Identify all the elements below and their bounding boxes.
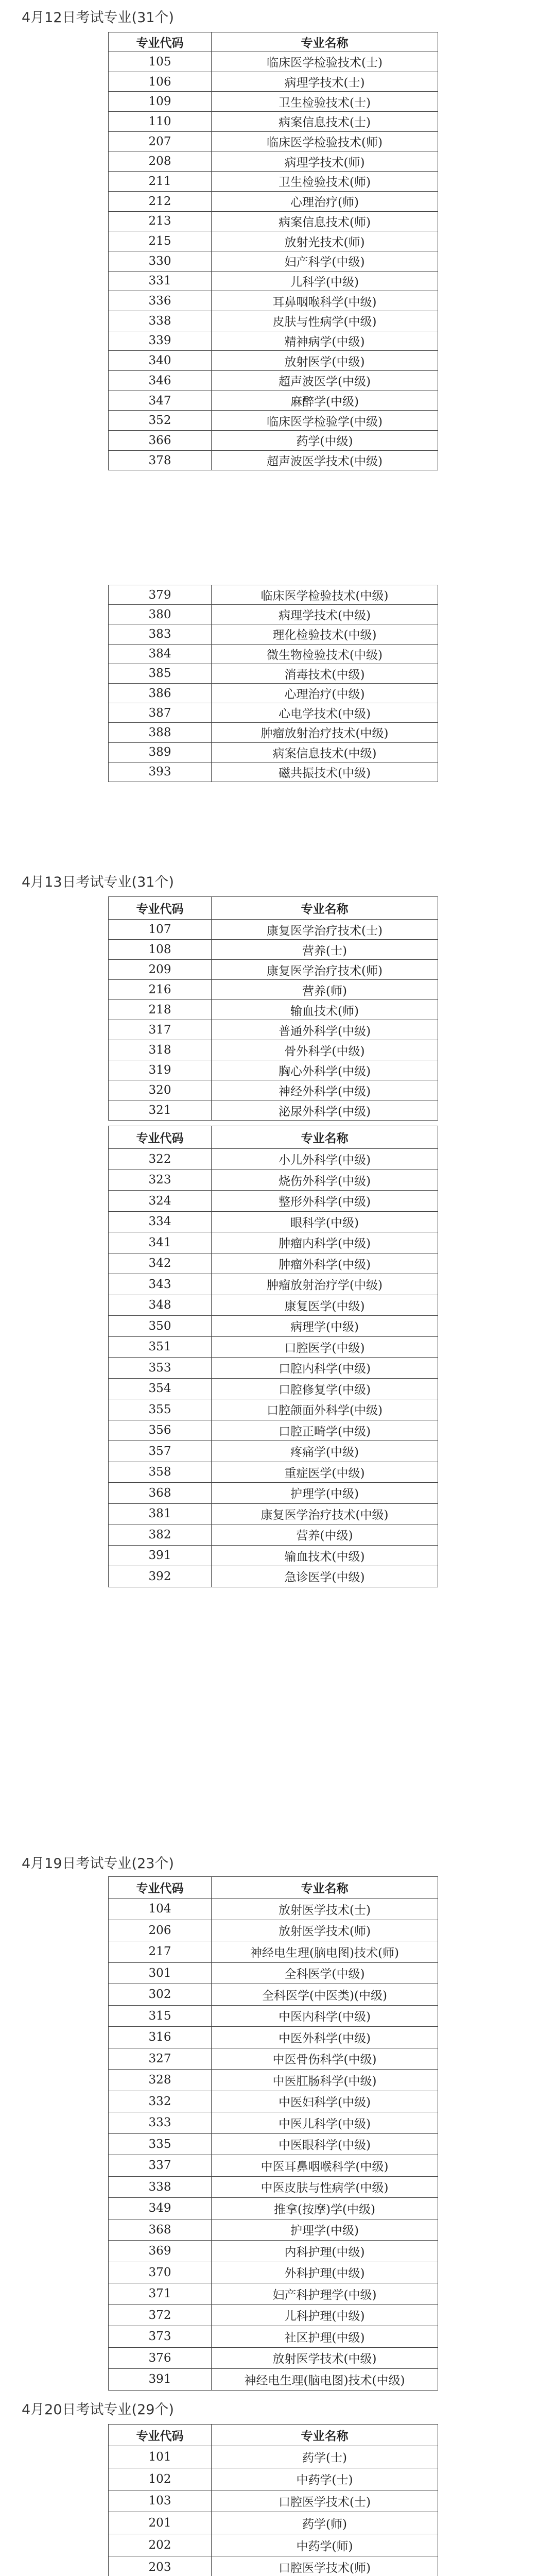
- major-name-cell: 推拿(按摩)学(中级): [212, 2198, 438, 2219]
- table-row: [109, 450, 438, 470]
- table-row: [109, 311, 438, 331]
- major-code-cell: 373: [109, 2326, 212, 2348]
- exam-table: [108, 585, 438, 782]
- table-row: [109, 1420, 438, 1441]
- major-code-cell: 346: [109, 371, 212, 391]
- table-row: [109, 52, 438, 72]
- table-row: [109, 411, 438, 431]
- table-row: [109, 940, 438, 960]
- table-row: [109, 2176, 438, 2198]
- table-row: [109, 431, 438, 451]
- major-name-cell: 神经电生理(脑电图)技术(中级): [212, 2369, 438, 2391]
- major-name-cell: 骨外科学(中级): [212, 1040, 438, 1060]
- major-code-cell: 321: [109, 1100, 212, 1121]
- major-name-cell: 临床医学检验技术(士): [212, 52, 438, 72]
- table-row: [109, 2133, 438, 2155]
- major-name-cell: 中医肛肠科学(中级): [212, 2070, 438, 2091]
- major-name-cell: 药学(士): [212, 2446, 438, 2468]
- major-name-cell: 普通外科学(中级): [212, 1020, 438, 1040]
- major-code-cell: 348: [109, 1295, 212, 1316]
- major-code-cell: 317: [109, 1020, 212, 1040]
- major-code-cell: 357: [109, 1441, 212, 1462]
- major-code-cell: 104: [109, 1899, 212, 1920]
- table-row: [109, 920, 438, 940]
- table-row: [109, 703, 438, 723]
- major-name-cell: 心理治疗(中级): [212, 683, 438, 703]
- major-name-cell: 中医外科学(中级): [212, 2027, 438, 2048]
- table-header-row: [109, 32, 438, 52]
- table-row: [109, 1274, 438, 1295]
- table-row: [109, 2241, 438, 2262]
- major-name-cell: 心电学技术(中级): [212, 703, 438, 723]
- table-row: [109, 1503, 438, 1524]
- major-name-cell: 理化检验技术(中级): [212, 624, 438, 644]
- major-name-cell: 口腔修复学(中级): [212, 1378, 438, 1399]
- exam-table: [108, 1126, 438, 1587]
- table-row: [109, 1253, 438, 1274]
- major-code-cell: 391: [109, 1545, 212, 1566]
- major-name-cell: 病理学技术(士): [212, 72, 438, 92]
- major-code-cell: 339: [109, 331, 212, 351]
- table-row: [109, 1984, 438, 2006]
- column-header-code: 专业代码: [109, 2425, 212, 2446]
- table-row: [109, 1149, 438, 1170]
- major-name-cell: 放射医学(中级): [212, 351, 438, 371]
- table-row: [109, 2468, 438, 2490]
- table-row: [109, 92, 438, 112]
- major-name-cell: 疼痛学(中级): [212, 1441, 438, 1462]
- major-code-cell: 334: [109, 1211, 212, 1232]
- major-code-cell: 349: [109, 2198, 212, 2219]
- major-name-cell: 中医内科学(中级): [212, 2005, 438, 2027]
- table-row: [109, 644, 438, 664]
- major-code-cell: 218: [109, 1000, 212, 1020]
- major-name-cell: 临床医学检验技术(师): [212, 131, 438, 151]
- major-code-cell: 319: [109, 1060, 212, 1080]
- major-code-cell: 381: [109, 1503, 212, 1524]
- major-name-cell: 精神病学(中级): [212, 331, 438, 351]
- table-row: [109, 231, 438, 251]
- table-row: [109, 2027, 438, 2048]
- table-row: [109, 2369, 438, 2391]
- major-code-cell: 368: [109, 1483, 212, 1504]
- major-code-cell: 323: [109, 1170, 212, 1191]
- table-row: [109, 351, 438, 371]
- table-row: [109, 1336, 438, 1358]
- table-row: [109, 112, 438, 132]
- table-row: [109, 1920, 438, 1941]
- major-code-cell: 353: [109, 1358, 212, 1379]
- major-code-cell: 372: [109, 2304, 212, 2326]
- major-name-cell: 中药学(士): [212, 2468, 438, 2490]
- major-code-cell: 355: [109, 1399, 212, 1420]
- table-row: [109, 172, 438, 192]
- major-code-cell: 106: [109, 72, 212, 92]
- major-name-cell: 放射医学技术(师): [212, 1920, 438, 1941]
- major-name-cell: 微生物检验技术(中级): [212, 644, 438, 664]
- table-row: [109, 2446, 438, 2468]
- major-name-cell: 口腔内科学(中级): [212, 1358, 438, 1379]
- table-row: [109, 1566, 438, 1587]
- major-code-cell: 347: [109, 391, 212, 411]
- major-code-cell: 371: [109, 2283, 212, 2305]
- table-row: [109, 1060, 438, 1080]
- table-row: [109, 1295, 438, 1316]
- major-name-cell: 病案信息技术(师): [212, 211, 438, 231]
- major-code-cell: 327: [109, 2048, 212, 2070]
- major-code-cell: 337: [109, 2155, 212, 2177]
- major-name-cell: 中医皮肤与性病学(中级): [212, 2176, 438, 2198]
- major-code-cell: 392: [109, 1566, 212, 1587]
- table-row: [109, 2091, 438, 2112]
- major-name-cell: 磁共振技术(中级): [212, 762, 438, 782]
- major-name-cell: 整形外科学(中级): [212, 1191, 438, 1212]
- table-row: [109, 762, 438, 782]
- major-code-cell: 102: [109, 2468, 212, 2490]
- column-header-name: 专业名称: [212, 1877, 438, 1899]
- major-name-cell: 儿科学(中级): [212, 271, 438, 291]
- section-title: 4月20日考试专业(29个): [22, 2402, 174, 2418]
- table-row: [109, 331, 438, 351]
- major-code-cell: 376: [109, 2347, 212, 2369]
- table-row: [109, 742, 438, 762]
- major-code-cell: 338: [109, 2176, 212, 2198]
- major-name-cell: 营养(中级): [212, 1524, 438, 1546]
- table-row: [109, 2112, 438, 2134]
- exam-table: [108, 2424, 438, 2576]
- major-name-cell: 康复医学治疗技术(师): [212, 960, 438, 980]
- major-name-cell: 营养(师): [212, 980, 438, 1000]
- table-row: [109, 2219, 438, 2241]
- major-name-cell: 肿瘤外科学(中级): [212, 1253, 438, 1274]
- major-name-cell: 康复医学治疗技术(士): [212, 920, 438, 940]
- table-row: [109, 1378, 438, 1399]
- table-row: [109, 980, 438, 1000]
- table-row: [109, 271, 438, 291]
- major-code-cell: 201: [109, 2512, 212, 2534]
- major-name-cell: 肿瘤内科学(中级): [212, 1232, 438, 1253]
- major-code-cell: 333: [109, 2112, 212, 2134]
- major-code-cell: 324: [109, 1191, 212, 1212]
- major-code-cell: 380: [109, 605, 212, 624]
- table-row: [109, 960, 438, 980]
- major-code-cell: 393: [109, 762, 212, 782]
- major-code-cell: 301: [109, 1962, 212, 1984]
- table-row: [109, 2262, 438, 2283]
- major-code-cell: 212: [109, 191, 212, 211]
- exam-table: [108, 1876, 438, 2391]
- table-row: [109, 1170, 438, 1191]
- major-name-cell: 神经外科学(中级): [212, 1080, 438, 1100]
- major-name-cell: 病理学(中级): [212, 1316, 438, 1337]
- exam-table: [108, 32, 438, 470]
- table-row: [109, 391, 438, 411]
- major-name-cell: 消毒技术(中级): [212, 664, 438, 683]
- major-code-cell: 208: [109, 151, 212, 172]
- major-name-cell: 耳鼻咽喉科学(中级): [212, 291, 438, 311]
- major-name-cell: 肿瘤放射治疗学(中级): [212, 1274, 438, 1295]
- major-code-cell: 332: [109, 2091, 212, 2112]
- major-name-cell: 口腔正畸学(中级): [212, 1420, 438, 1441]
- table-row: [109, 585, 438, 605]
- table-row: [109, 1040, 438, 1060]
- table-row: [109, 1232, 438, 1253]
- table-row: [109, 2198, 438, 2219]
- table-row: [109, 1211, 438, 1232]
- major-code-cell: 215: [109, 231, 212, 251]
- major-code-cell: 202: [109, 2534, 212, 2556]
- major-code-cell: 107: [109, 920, 212, 940]
- major-name-cell: 儿科护理(中级): [212, 2304, 438, 2326]
- table-row: [109, 291, 438, 311]
- table-header-row: [109, 897, 438, 920]
- major-name-cell: 口腔颌面外科学(中级): [212, 1399, 438, 1420]
- table-row: [109, 1100, 438, 1121]
- major-name-cell: 中医耳鼻咽喉科学(中级): [212, 2155, 438, 2177]
- major-name-cell: 放射光技术(师): [212, 231, 438, 251]
- table-row: [109, 1316, 438, 1337]
- major-name-cell: 药学(师): [212, 2512, 438, 2534]
- column-header-code: 专业代码: [109, 897, 212, 920]
- major-code-cell: 368: [109, 2219, 212, 2241]
- table-row: [109, 2490, 438, 2512]
- major-name-cell: 中医儿科学(中级): [212, 2112, 438, 2134]
- major-code-cell: 328: [109, 2070, 212, 2091]
- major-code-cell: 207: [109, 131, 212, 151]
- section-title: 4月13日考试专业(31个): [22, 874, 174, 890]
- major-code-cell: 335: [109, 2133, 212, 2155]
- table-row: [109, 2326, 438, 2348]
- major-name-cell: 烧伤外科学(中级): [212, 1170, 438, 1191]
- major-code-cell: 383: [109, 624, 212, 644]
- table-row: [109, 2512, 438, 2534]
- major-name-cell: 妇产科护理学(中级): [212, 2283, 438, 2305]
- major-code-cell: 336: [109, 291, 212, 311]
- table-row: [109, 1080, 438, 1100]
- major-code-cell: 101: [109, 2446, 212, 2468]
- major-name-cell: 胸心外科学(中级): [212, 1060, 438, 1080]
- major-name-cell: 口腔医学技术(师): [212, 2556, 438, 2576]
- major-name-cell: 病案信息技术(士): [212, 112, 438, 132]
- major-code-cell: 315: [109, 2005, 212, 2027]
- major-name-cell: 中药学(师): [212, 2534, 438, 2556]
- major-code-cell: 366: [109, 431, 212, 451]
- major-name-cell: 康复医学治疗技术(中级): [212, 1503, 438, 1524]
- major-name-cell: 泌尿外科学(中级): [212, 1100, 438, 1121]
- table-row: [109, 251, 438, 271]
- major-name-cell: 全科医学(中医类)(中级): [212, 1984, 438, 2006]
- section-title: 4月19日考试专业(23个): [22, 1856, 174, 1872]
- major-name-cell: 放射医学技术(士): [212, 1899, 438, 1920]
- major-code-cell: 370: [109, 2262, 212, 2283]
- major-code-cell: 351: [109, 1336, 212, 1358]
- major-name-cell: 病案信息技术(中级): [212, 742, 438, 762]
- table-row: [109, 1899, 438, 1920]
- table-row: [109, 1000, 438, 1020]
- column-header-code: 专业代码: [109, 32, 212, 52]
- column-header-code: 专业代码: [109, 1877, 212, 1899]
- major-name-cell: 临床医学检验学(中级): [212, 411, 438, 431]
- major-code-cell: 391: [109, 2369, 212, 2391]
- table-row: [109, 1441, 438, 1462]
- major-name-cell: 营养(士): [212, 940, 438, 960]
- major-code-cell: 341: [109, 1232, 212, 1253]
- table-row: [109, 191, 438, 211]
- major-code-cell: 386: [109, 683, 212, 703]
- major-name-cell: 中医骨伤科学(中级): [212, 2048, 438, 2070]
- column-header-name: 专业名称: [212, 897, 438, 920]
- table-row: [109, 131, 438, 151]
- table-header-row: [109, 1126, 438, 1149]
- table-row: [109, 1020, 438, 1040]
- table-row: [109, 664, 438, 683]
- table-row: [109, 1941, 438, 1963]
- major-code-cell: 209: [109, 960, 212, 980]
- major-name-cell: 超声波医学技术(中级): [212, 450, 438, 470]
- major-code-cell: 352: [109, 411, 212, 431]
- major-name-cell: 输血技术(师): [212, 1000, 438, 1020]
- major-code-cell: 382: [109, 1524, 212, 1546]
- major-name-cell: 外科护理(中级): [212, 2262, 438, 2283]
- column-header-name: 专业名称: [212, 1126, 438, 1149]
- table-row: [109, 2048, 438, 2070]
- column-header-name: 专业名称: [212, 2425, 438, 2446]
- major-name-cell: 输血技术(中级): [212, 1545, 438, 1566]
- major-name-cell: 中医妇科学(中级): [212, 2091, 438, 2112]
- table-row: [109, 1399, 438, 1420]
- table-header-row: [109, 1877, 438, 1899]
- table-row: [109, 605, 438, 624]
- table-row: [109, 2070, 438, 2091]
- major-name-cell: 口腔医学技术(士): [212, 2490, 438, 2512]
- major-name-cell: 心理治疗(师): [212, 191, 438, 211]
- major-code-cell: 316: [109, 2027, 212, 2048]
- table-row: [109, 1462, 438, 1483]
- major-name-cell: 放射医学技术(中级): [212, 2347, 438, 2369]
- major-name-cell: 小儿外科学(中级): [212, 1149, 438, 1170]
- major-code-cell: 109: [109, 92, 212, 112]
- table-row: [109, 2155, 438, 2177]
- major-code-cell: 388: [109, 723, 212, 742]
- major-code-cell: 211: [109, 172, 212, 192]
- major-name-cell: 临床医学检验技术(中级): [212, 585, 438, 605]
- major-name-cell: 肿瘤放射治疗技术(中级): [212, 723, 438, 742]
- table-row: [109, 2005, 438, 2027]
- table-row: [109, 211, 438, 231]
- major-code-cell: 389: [109, 742, 212, 762]
- major-code-cell: 378: [109, 450, 212, 470]
- major-code-cell: 103: [109, 2490, 212, 2512]
- major-code-cell: 358: [109, 1462, 212, 1483]
- major-name-cell: 全科医学(中级): [212, 1962, 438, 1984]
- major-name-cell: 康复医学(中级): [212, 1295, 438, 1316]
- major-name-cell: 妇产科学(中级): [212, 251, 438, 271]
- major-name-cell: 急诊医学(中级): [212, 1566, 438, 1587]
- major-name-cell: 超声波医学(中级): [212, 371, 438, 391]
- major-code-cell: 110: [109, 112, 212, 132]
- major-name-cell: 卫生检验技术(士): [212, 92, 438, 112]
- table-header-row: [109, 2425, 438, 2446]
- major-code-cell: 384: [109, 644, 212, 664]
- table-row: [109, 2304, 438, 2326]
- table-row: [109, 151, 438, 172]
- major-name-cell: 眼科学(中级): [212, 1211, 438, 1232]
- major-code-cell: 342: [109, 1253, 212, 1274]
- major-name-cell: 护理学(中级): [212, 1483, 438, 1504]
- major-name-cell: 社区护理(中级): [212, 2326, 438, 2348]
- table-row: [109, 72, 438, 92]
- table-row: [109, 2556, 438, 2576]
- table-row: [109, 624, 438, 644]
- column-header-name: 专业名称: [212, 32, 438, 52]
- table-row: [109, 2347, 438, 2369]
- major-name-cell: 重症医学(中级): [212, 1462, 438, 1483]
- major-code-cell: 216: [109, 980, 212, 1000]
- exam-table: [108, 896, 438, 1121]
- major-name-cell: 病理学技术(中级): [212, 605, 438, 624]
- major-code-cell: 105: [109, 52, 212, 72]
- table-row: [109, 2283, 438, 2305]
- major-name-cell: 麻醉学(中级): [212, 391, 438, 411]
- major-name-cell: 卫生检验技术(师): [212, 172, 438, 192]
- table-row: [109, 723, 438, 742]
- major-code-cell: 340: [109, 351, 212, 371]
- major-code-cell: 354: [109, 1378, 212, 1399]
- major-code-cell: 302: [109, 1984, 212, 2006]
- major-code-cell: 331: [109, 271, 212, 291]
- major-code-cell: 369: [109, 2241, 212, 2262]
- major-code-cell: 322: [109, 1149, 212, 1170]
- table-row: [109, 1524, 438, 1546]
- major-code-cell: 356: [109, 1420, 212, 1441]
- major-name-cell: 护理学(中级): [212, 2219, 438, 2241]
- major-code-cell: 320: [109, 1080, 212, 1100]
- major-code-cell: 379: [109, 585, 212, 605]
- table-row: [109, 1545, 438, 1566]
- major-code-cell: 217: [109, 1941, 212, 1963]
- major-code-cell: 318: [109, 1040, 212, 1060]
- table-row: [109, 2534, 438, 2556]
- major-code-cell: 387: [109, 703, 212, 723]
- table-row: [109, 1358, 438, 1379]
- major-code-cell: 206: [109, 1920, 212, 1941]
- major-name-cell: 口腔医学(中级): [212, 1336, 438, 1358]
- major-name-cell: 中医眼科学(中级): [212, 2133, 438, 2155]
- column-header-code: 专业代码: [109, 1126, 212, 1149]
- table-row: [109, 371, 438, 391]
- major-name-cell: 神经电生理(脑电图)技术(师): [212, 1941, 438, 1963]
- major-code-cell: 213: [109, 211, 212, 231]
- major-name-cell: 内科护理(中级): [212, 2241, 438, 2262]
- table-row: [109, 1191, 438, 1212]
- major-name-cell: 病理学技术(师): [212, 151, 438, 172]
- table-row: [109, 683, 438, 703]
- major-code-cell: 350: [109, 1316, 212, 1337]
- major-code-cell: 330: [109, 251, 212, 271]
- major-code-cell: 343: [109, 1274, 212, 1295]
- major-code-cell: 338: [109, 311, 212, 331]
- table-row: [109, 1483, 438, 1504]
- table-row: [109, 1962, 438, 1984]
- major-code-cell: 385: [109, 664, 212, 683]
- major-name-cell: 皮肤与性病学(中级): [212, 311, 438, 331]
- major-code-cell: 203: [109, 2556, 212, 2576]
- section-title: 4月12日考试专业(31个): [22, 10, 174, 26]
- major-code-cell: 108: [109, 940, 212, 960]
- major-name-cell: 药学(中级): [212, 431, 438, 451]
